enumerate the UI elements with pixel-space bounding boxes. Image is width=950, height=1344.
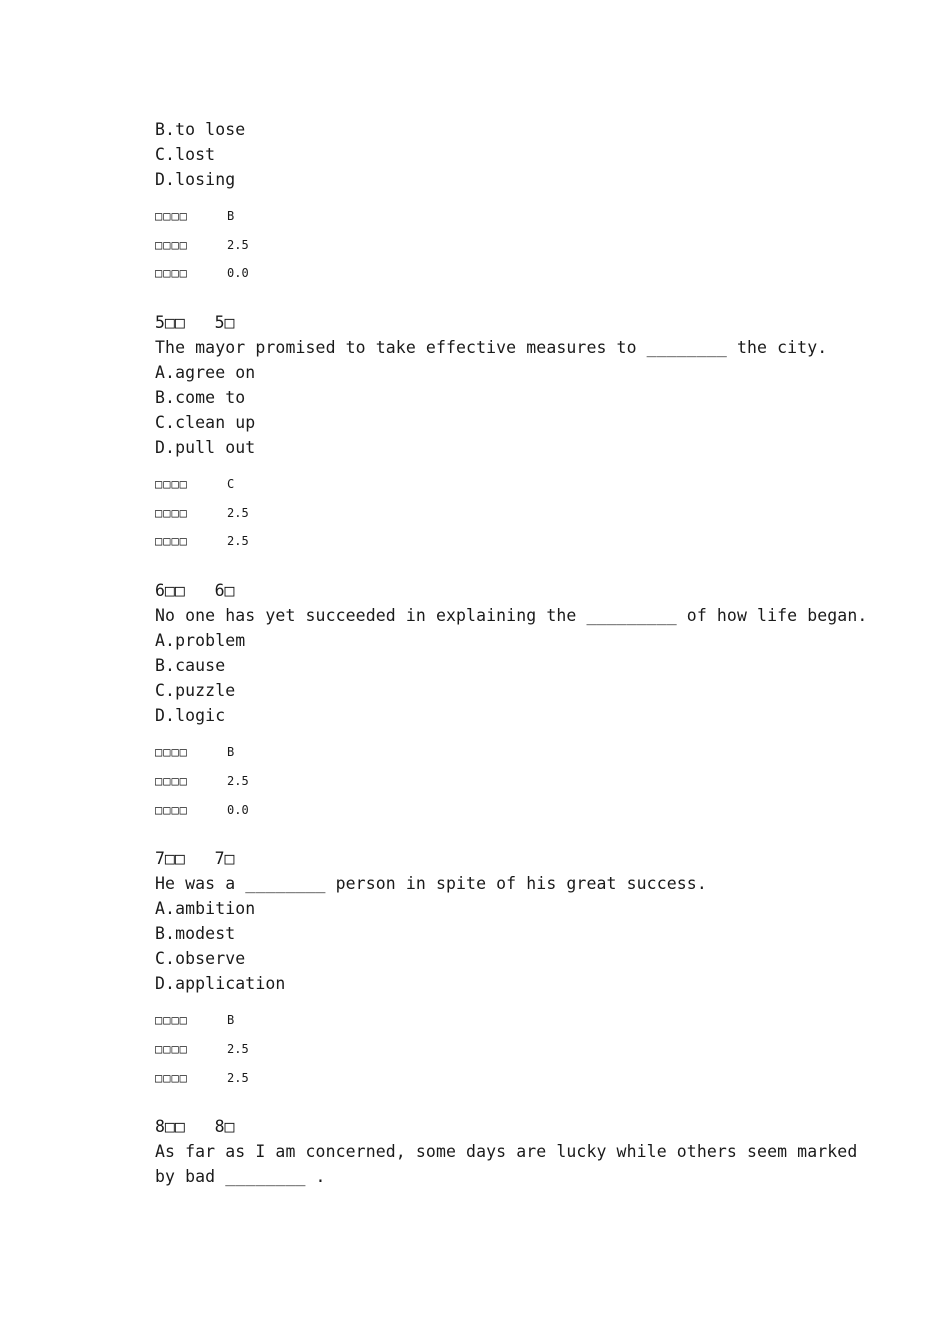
- answer-label: □□□□: [155, 477, 188, 492]
- score-label: □□□□: [155, 802, 188, 817]
- question-8: [155, 1114, 858, 1189]
- answer-label: □□□□: [155, 1013, 188, 1028]
- score-value: 2.5: [227, 534, 249, 549]
- full-score-label: □□□□: [155, 1041, 188, 1056]
- question-stem-line-2: by bad ________ .: [155, 1167, 326, 1187]
- option-d: D.application: [155, 974, 286, 994]
- score-row: [155, 527, 805, 556]
- answer-row: [155, 738, 805, 767]
- answer-row: [155, 470, 805, 499]
- full-score-value: 2.5: [227, 237, 249, 252]
- full-score-label: □□□□: [155, 505, 188, 520]
- full-score-value: 2.5: [227, 505, 249, 520]
- option-b: B.to lose: [155, 120, 246, 139]
- score-value: 2.5: [227, 1070, 249, 1085]
- score-row: [155, 796, 805, 825]
- question-6: [155, 578, 868, 824]
- option-b: B.come to: [155, 388, 246, 408]
- answer-row: [155, 202, 805, 231]
- question-heading: 7□□ 7□: [155, 849, 235, 869]
- answer-label: □□□□: [155, 209, 188, 223]
- option-d: D.pull out: [155, 438, 256, 458]
- question-heading: 5□□ 5□: [155, 313, 235, 333]
- question-stem: He was a ________ person in spite of his great success.: [155, 874, 707, 894]
- score-label: □□□□: [155, 534, 188, 549]
- document-page: [155, 117, 868, 1189]
- option-c: C.clean up: [155, 413, 256, 433]
- full-score-row: [155, 767, 805, 796]
- option-a: A.problem: [155, 631, 246, 651]
- option-a: A.agree on: [155, 363, 256, 383]
- full-score-value: 2.5: [227, 1041, 249, 1056]
- answer-row: [155, 1006, 805, 1035]
- full-score-value: 2.5: [227, 773, 249, 788]
- option-c: C.puzzle: [155, 681, 236, 701]
- option-c: C.observe: [155, 949, 246, 969]
- answer-value: B: [227, 745, 235, 760]
- full-score-label: □□□□: [155, 773, 188, 788]
- option-d: D.logic: [155, 706, 226, 726]
- question-stem: No one has yet succeeded in explaining the _________ of how life began.: [155, 606, 868, 626]
- option-b: B.cause: [155, 656, 226, 676]
- score-label: □□□□: [155, 1070, 188, 1085]
- full-score-label: □□□□: [155, 237, 188, 252]
- option-a: A.ambition: [155, 899, 256, 919]
- answer-value: C: [227, 477, 235, 492]
- full-score-row: [155, 1035, 805, 1064]
- question-fragment: [155, 117, 805, 288]
- question-7: [155, 846, 805, 1092]
- full-score-row: [155, 499, 805, 528]
- answer-value: B: [227, 1013, 235, 1028]
- full-score-row: [155, 231, 805, 260]
- score-row: [155, 1064, 805, 1093]
- option-b: B.modest: [155, 924, 236, 944]
- question-stem-line-1: As far as I am concerned, some days are lucky while others seem marked: [155, 1142, 858, 1162]
- answer-value: B: [227, 209, 235, 223]
- option-d: D.losing: [155, 170, 236, 189]
- question-5: [155, 310, 828, 556]
- score-value: 0.0: [227, 266, 249, 281]
- question-heading: 8□□ 8□: [155, 1117, 235, 1137]
- score-value: 0.0: [227, 802, 249, 817]
- score-label: □□□□: [155, 266, 188, 281]
- score-row: [155, 259, 805, 288]
- question-heading: 6□□ 6□: [155, 581, 235, 601]
- question-stem: The mayor promised to take effective measures to ________ the city.: [155, 338, 828, 358]
- answer-label: □□□□: [155, 745, 188, 760]
- option-c: C.lost: [155, 145, 216, 164]
